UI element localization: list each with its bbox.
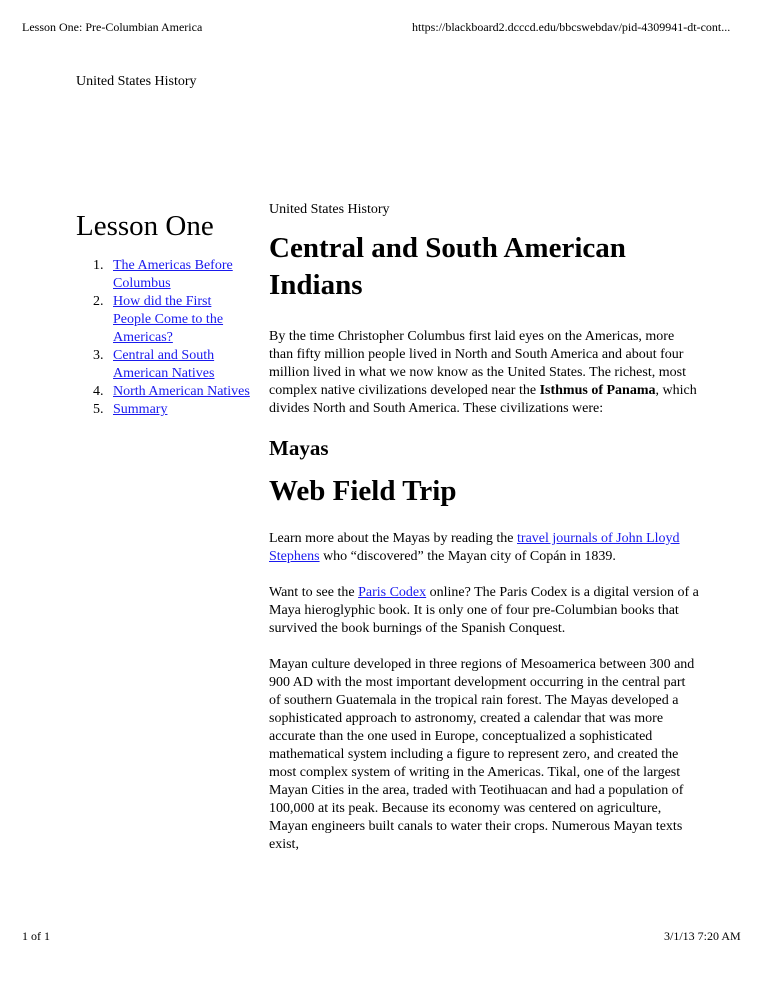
print-url: https://blackboard2.dcccd.edu/bbcswebdav/pid-4309941-dt-cont... <box>412 20 731 34</box>
travel-journals-link[interactable]: travel journals of John Lloyd Stephens <box>269 531 680 564</box>
toc-item <box>76 383 251 401</box>
page-count: 1 of 1 <box>22 929 50 943</box>
print-page-title: Lesson One: Pre-Columbian America <box>22 20 203 34</box>
toc-link-summary[interactable]: Summary <box>113 402 168 417</box>
toc-link-americas-before-columbus[interactable]: The Americas Before Columbus <box>113 258 233 291</box>
site-title: United States History <box>76 74 197 89</box>
paragraph-text: online? The Paris Codex is a digital version of a Maya hieroglyphic book. It is only one of four pre-Columbian books that survived the book burnings of the Spanish Conquest. <box>269 585 699 636</box>
paragraph-paris-codex <box>269 584 699 638</box>
breadcrumb: United States History <box>269 202 390 217</box>
toc-link-north-american-natives[interactable]: North American Natives <box>113 384 250 399</box>
sidebar-title: Lesson One <box>76 210 214 242</box>
toc-number: 3. <box>93 348 104 363</box>
print-timestamp: 3/1/13 7:20 AM <box>664 929 741 943</box>
paragraph-text: Learn more about the Mayas by reading the <box>269 531 518 546</box>
paragraph-mayan-culture: Mayan culture developed in three regions of Mesoamerica between 300 and 900 AD with the most important development occurring in the central part of southern Guatemala in the tropical rain forest. The Mayas developed a sophisticated approach to astronomy, created a calendar that was more accurate than the one used in Europe, conceptualized a sophisticated mathematical system including a figure to represent zero, and created the most complex system of writing in the Americas. Tikal, one of the largest Mayan Cities in the area, traded with Teotihuacan and had a population of 100,000 at its peak. Because its economy was centered on agriculture, Mayan engineers built canals to water their crops. Numerous Mayan texts exist, <box>269 657 695 852</box>
intro-text-end: , which divides North and South America. These civilizations were: <box>269 383 697 416</box>
main-content <box>269 202 699 872</box>
toc-number: 2. <box>93 294 104 309</box>
subheading-mayas: Mayas <box>269 436 329 460</box>
toc-item <box>76 347 251 383</box>
paragraph-text: Want to see the <box>269 585 359 600</box>
section-heading: Web Field Trip <box>269 475 457 507</box>
paris-codex-link[interactable]: Paris Codex <box>358 585 427 600</box>
sidebar <box>76 210 251 419</box>
toc-item <box>76 293 251 347</box>
toc-number: 5. <box>93 402 104 417</box>
paragraph-text: who “discovered” the Mayan city of Copán in 1839. <box>319 549 616 564</box>
toc-link-central-south-natives[interactable]: Central and South American Natives <box>113 348 215 381</box>
lesson-toc <box>76 257 251 419</box>
paragraph-travel-journals <box>269 530 699 566</box>
toc-number: 4. <box>93 384 104 399</box>
intro-bold-term: Isthmus of Panama <box>539 383 656 398</box>
intro-text: By the time Christopher Columbus first laid eyes on the Americas, more than fifty million people lived in North and South America and about four million lived in what we now know as the United States. The richest, most complex native civilizations developed near the <box>269 329 686 398</box>
toc-link-first-people[interactable]: How did the First People Come to the Americas? <box>113 294 224 345</box>
toc-item <box>76 401 251 419</box>
toc-number: 1. <box>93 258 104 273</box>
intro-paragraph <box>269 328 699 418</box>
toc-item <box>76 257 251 293</box>
page-heading: Central and South American Indians <box>269 232 626 301</box>
